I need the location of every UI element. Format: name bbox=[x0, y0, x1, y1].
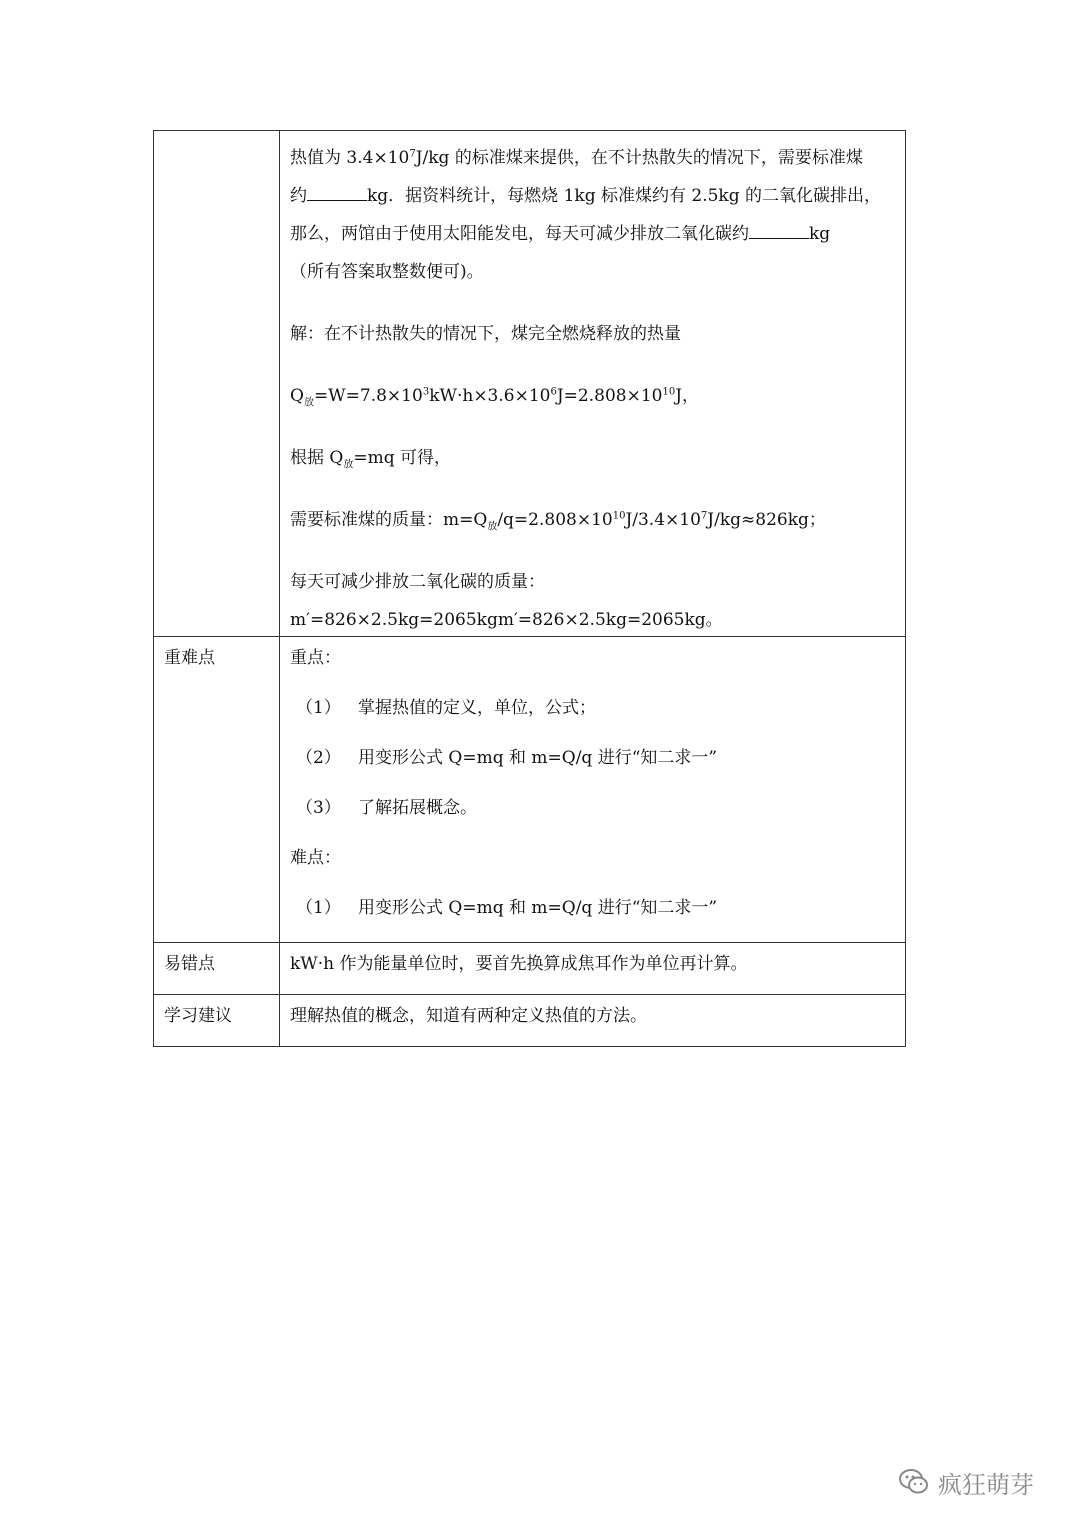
question-line-4: （所有答案取整数便可)。 bbox=[290, 262, 484, 282]
solution-line-1: 解：在不计热散失的情况下，煤完全燃烧释放的热量 bbox=[290, 324, 681, 344]
key-item: （1） 掌握热值的定义，单位，公式； bbox=[296, 698, 596, 718]
problem-content bbox=[280, 131, 905, 636]
solution-line-3: 根据 $Q_放=mq$ 可得， bbox=[290, 448, 451, 471]
watermark bbox=[898, 1462, 1058, 1502]
answer-blank-2[interactable] bbox=[749, 224, 809, 239]
wechat-icon bbox=[898, 1466, 930, 1498]
content-table bbox=[153, 130, 906, 1047]
difficulty-item: （1） 用变形公式 Q=mq 和 m=Q/q 进行“知二求一” bbox=[296, 898, 718, 918]
question-line-1: 热值为 $3.4\times 10^7J/kg$ 的标准煤来提供，在不计热散失的情况下，需要标准煤 bbox=[290, 148, 863, 168]
solution-line-2: $Q_放=W=7.8\times 10^3kW\cdot h\times 3.6\times 10^6J=2.808\times 10^{10}J$， bbox=[290, 386, 700, 409]
mistakes-row bbox=[154, 942, 905, 994]
key-points-content bbox=[280, 637, 905, 942]
mistakes-text: kW·h 作为能量单位时，要首先换算成焦耳作为单位再计算。 bbox=[290, 954, 748, 974]
advice-row bbox=[154, 994, 905, 1046]
problem-row bbox=[154, 131, 905, 636]
watermark-text: 疯狂萌芽 bbox=[938, 1470, 1034, 1499]
problem-label bbox=[154, 131, 280, 636]
question-line-3: 那么，两馆由于使用太阳能发电，每天可减少排放二氧化碳约 kg bbox=[290, 224, 831, 244]
solution-line-6: m′=826×2.5kg=2065kgm′=826×2.5kg=2065kg。 bbox=[290, 610, 723, 630]
solution-line-4: 需要标准煤的质量：$m=Q_放/q=2.808\times 10^{10}J/3.4\times 10^7J/kg\approx 826kg$； bbox=[290, 510, 826, 533]
question-line-2: 约 kg．据资料统计，每燃烧 1kg 标准煤约有 2.5kg 的二氧化碳排出， bbox=[290, 186, 882, 206]
advice-label: 学习建议 bbox=[154, 995, 280, 1046]
key-item: （2） 用变形公式 Q=mq 和 m=Q/q 进行“知二求一” bbox=[296, 748, 718, 768]
key-item: （3） 了解拓展概念。 bbox=[296, 798, 477, 818]
key-heading: 重点： bbox=[290, 648, 341, 668]
solution-line-5: 每天可减少排放二氧化碳的质量： bbox=[290, 572, 545, 592]
key-points-label: 重难点 bbox=[154, 637, 280, 942]
advice-text: 理解热值的概念，知道有两种定义热值的方法。 bbox=[290, 1006, 647, 1026]
key-points-row bbox=[154, 636, 905, 942]
answer-blank-1[interactable] bbox=[307, 186, 367, 201]
mistakes-label: 易错点 bbox=[154, 943, 280, 994]
difficulty-heading: 难点： bbox=[290, 848, 341, 868]
